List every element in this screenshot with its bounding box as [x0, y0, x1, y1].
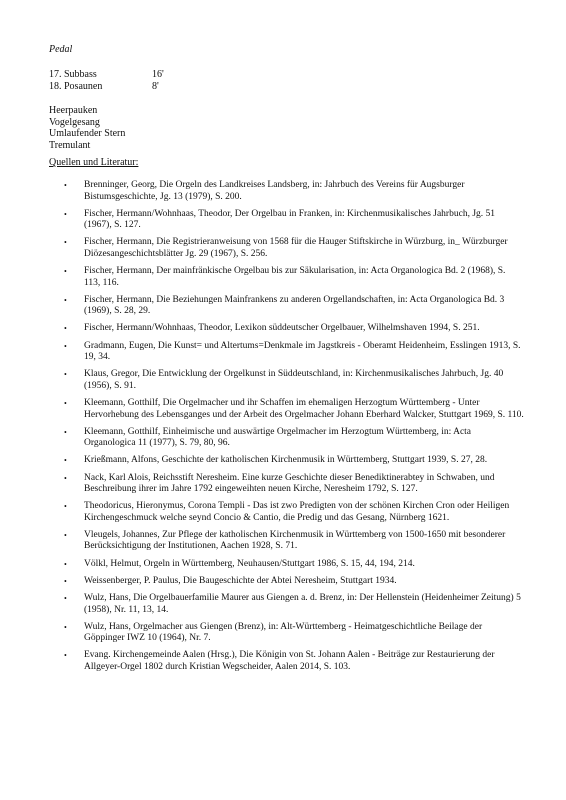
source-item	[64, 180, 524, 203]
source-item	[64, 369, 524, 392]
stop-name: 17. Subbass	[49, 69, 97, 80]
source-item	[64, 398, 524, 421]
bullet-icon: •	[64, 594, 67, 603]
source-text: Fischer, Hermann, Der mainfränkische Orgelbau bis zur Säkularisation, in: Acta Organologica Bd. 2 (1968), S. 113, 116.	[84, 266, 506, 288]
effect-item: Umlaufender Stern	[49, 128, 126, 139]
source-text: Wulz, Hans, Die Orgelbauerfamilie Maurer aus Giengen a. d. Brenz, in: Der Hellenstein (Heidenheimer Zeitung) 5 (1958), Nr. 11, 13, 14.	[84, 593, 521, 615]
source-text: Kleemann, Gotthilf, Die Orgelmacher und ihr Schaffen im ehemaligen Herzogtum Württemberg - Unter Hervorhebung des Lebensganges und der Arbeit des Orgelmacher Johann Eberhard Walcker, Stuttgart 1969, S. 110.	[84, 398, 524, 420]
bullet-icon: •	[64, 295, 67, 305]
source-text: Fischer, Hermann, Die Beziehungen Mainfrankens zu anderen Orgellandschaften, in: Acta Organologica Bd. 3 (1969), S. 28, 29.	[84, 294, 505, 317]
bullet-icon: •	[64, 559, 67, 569]
bullet-icon: •	[64, 267, 67, 277]
bullet-icon: •	[64, 473, 67, 483]
effect-item: Heerpauken	[49, 105, 98, 116]
source-item	[64, 455, 524, 467]
bullet-icon: •	[64, 238, 67, 248]
source-text: Theodoricus, Hieronymus, Corona Templi - Das ist zwo Predigten von der schönen Kirchen Cron oder Heiligen Kirchengeschmuck welche seynd Concio & Cantio, die Predig und das Gesang, Nürnberg 1621.	[84, 501, 510, 523]
source-item	[64, 295, 524, 318]
bullet-icon: •	[64, 399, 67, 408]
bullet-icon: •	[64, 341, 67, 351]
bullet-icon: •	[64, 576, 67, 586]
stop-size: 16'	[152, 69, 164, 80]
stop-row	[49, 81, 179, 93]
source-text: Fischer, Hermann/Wohnhaas, Theodor, Der Orgelbau in Franken, in: Kirchenmusikalisches Jahrbuch, Jg. 51 (1967), S. 127.	[84, 208, 496, 231]
source-item	[64, 473, 524, 496]
source-item	[64, 237, 524, 260]
stop-row	[49, 69, 179, 81]
source-text: Evang. Kirchengemeinde Aalen (Hrsg.), Die Königin von St. Johann Aalen - Beiträge zur Restaurierung der Allgeyer-Orgel 1802 durch Kristian Wegscheider, Aalen 2014, S. 103.	[84, 650, 495, 672]
source-item	[64, 341, 524, 364]
source-item	[64, 622, 524, 645]
source-item	[64, 323, 524, 335]
source-item	[64, 559, 524, 571]
source-item	[64, 593, 524, 616]
source-text: Brenninger, Georg, Die Orgeln des Landkreises Landsberg, in: Jahrbuch des Vereins für Augsburger Bistumsgeschichte, Jg. 13 (1979), S. 200.	[84, 180, 465, 202]
source-text: Krießmann, Alfons, Geschichte der katholischen Kirchenmusik in Württemberg, Stuttgart 1939, S. 27, 28.	[84, 455, 488, 466]
source-text: Kleemann, Gotthilf, Einheimische und auswärtige Orgelmacher im Herzogtum Württemberg, in: Acta Organologica 11 (1977), S. 79, 80, 96.	[84, 426, 472, 449]
bullet-icon: •	[64, 651, 67, 661]
source-text: Nack, Karl Alois, Reichsstift Neresheim. Eine kurze Geschichte dieser Benediktinerabtey in Schwaben, und Beschreibung ihrer im Jahre 1792 eingeweihten neuen Kirche, Neresheim 1792, S. 127.	[84, 472, 495, 495]
bullet-icon: •	[64, 456, 67, 466]
sources-heading: Quellen und Literatur:	[49, 157, 139, 168]
source-item	[64, 427, 524, 450]
source-item	[64, 530, 524, 553]
source-text: Klaus, Gregor, Die Entwicklung der Orgelkunst in Süddeutschland, in: Kirchenmusikalisches Jahrbuch, Jg. 40 (1956), S. 91.	[84, 369, 504, 391]
bullet-icon: •	[64, 502, 67, 512]
source-text: Fischer, Hermann, Die Registrieranweisung von 1568 für die Hauger Stiftskirche in Würzburg, in_ Würzburger Diözesangeschichtsblätter Jg. 29 (1967), S. 256.	[84, 237, 508, 259]
source-item	[64, 650, 524, 673]
stop-name: 18. Posaunen	[49, 81, 103, 92]
source-text: Wulz, Hans, Orgelmacher aus Giengen (Brenz), in: Alt-Württemberg - Heimatgeschichtliche Beilage der Göppinger IWZ 10 (1964), Nr. 7.	[84, 621, 483, 644]
source-text: Weissenberger, P. Paulus, Die Baugeschichte der Abtei Neresheim, Stuttgart 1934.	[84, 575, 397, 586]
bullet-icon: •	[64, 530, 67, 540]
effect-item: Vogelgesang	[49, 116, 100, 128]
sources-list	[64, 180, 524, 679]
bullet-icon: •	[64, 370, 67, 380]
pedal-heading: Pedal	[49, 44, 73, 55]
bullet-icon: •	[64, 324, 67, 334]
source-item	[64, 266, 524, 289]
bullet-icon: •	[64, 181, 67, 190]
source-text: Fischer, Hermann/Wohnhaas, Theodor, Lexikon süddeutscher Orgelbauer, Wilhelmshaven 1994, S. 251.	[84, 323, 480, 334]
source-item	[64, 576, 524, 588]
pedal-stop-list	[49, 69, 179, 93]
source-text: Gradmann, Eugen, Die Kunst= und Altertums=Denkmale im Jagstkreis - Oberamt Heidenheim, Esslingen 1913, S. 19, 34.	[84, 340, 521, 363]
effect-item: Tremulant	[49, 139, 91, 151]
bullet-icon: •	[64, 427, 67, 437]
source-item	[64, 209, 524, 232]
bullet-icon: •	[64, 209, 67, 219]
source-item	[64, 501, 524, 524]
source-text: Völkl, Helmut, Orgeln in Württemberg, Neuhausen/Stuttgart 1986, S. 15, 44, 194, 214.	[84, 558, 415, 569]
effects-list	[49, 105, 125, 151]
source-text: Vleugels, Johannes, Zur Pflege der katholischen Kirchenmusik in Württemberg von 1500-1650 mit besonderer Berücksichtigung der Institutionen, Aachen 1928, S. 71.	[84, 529, 506, 552]
bullet-icon: •	[64, 622, 67, 632]
stop-size: 8'	[152, 81, 159, 92]
